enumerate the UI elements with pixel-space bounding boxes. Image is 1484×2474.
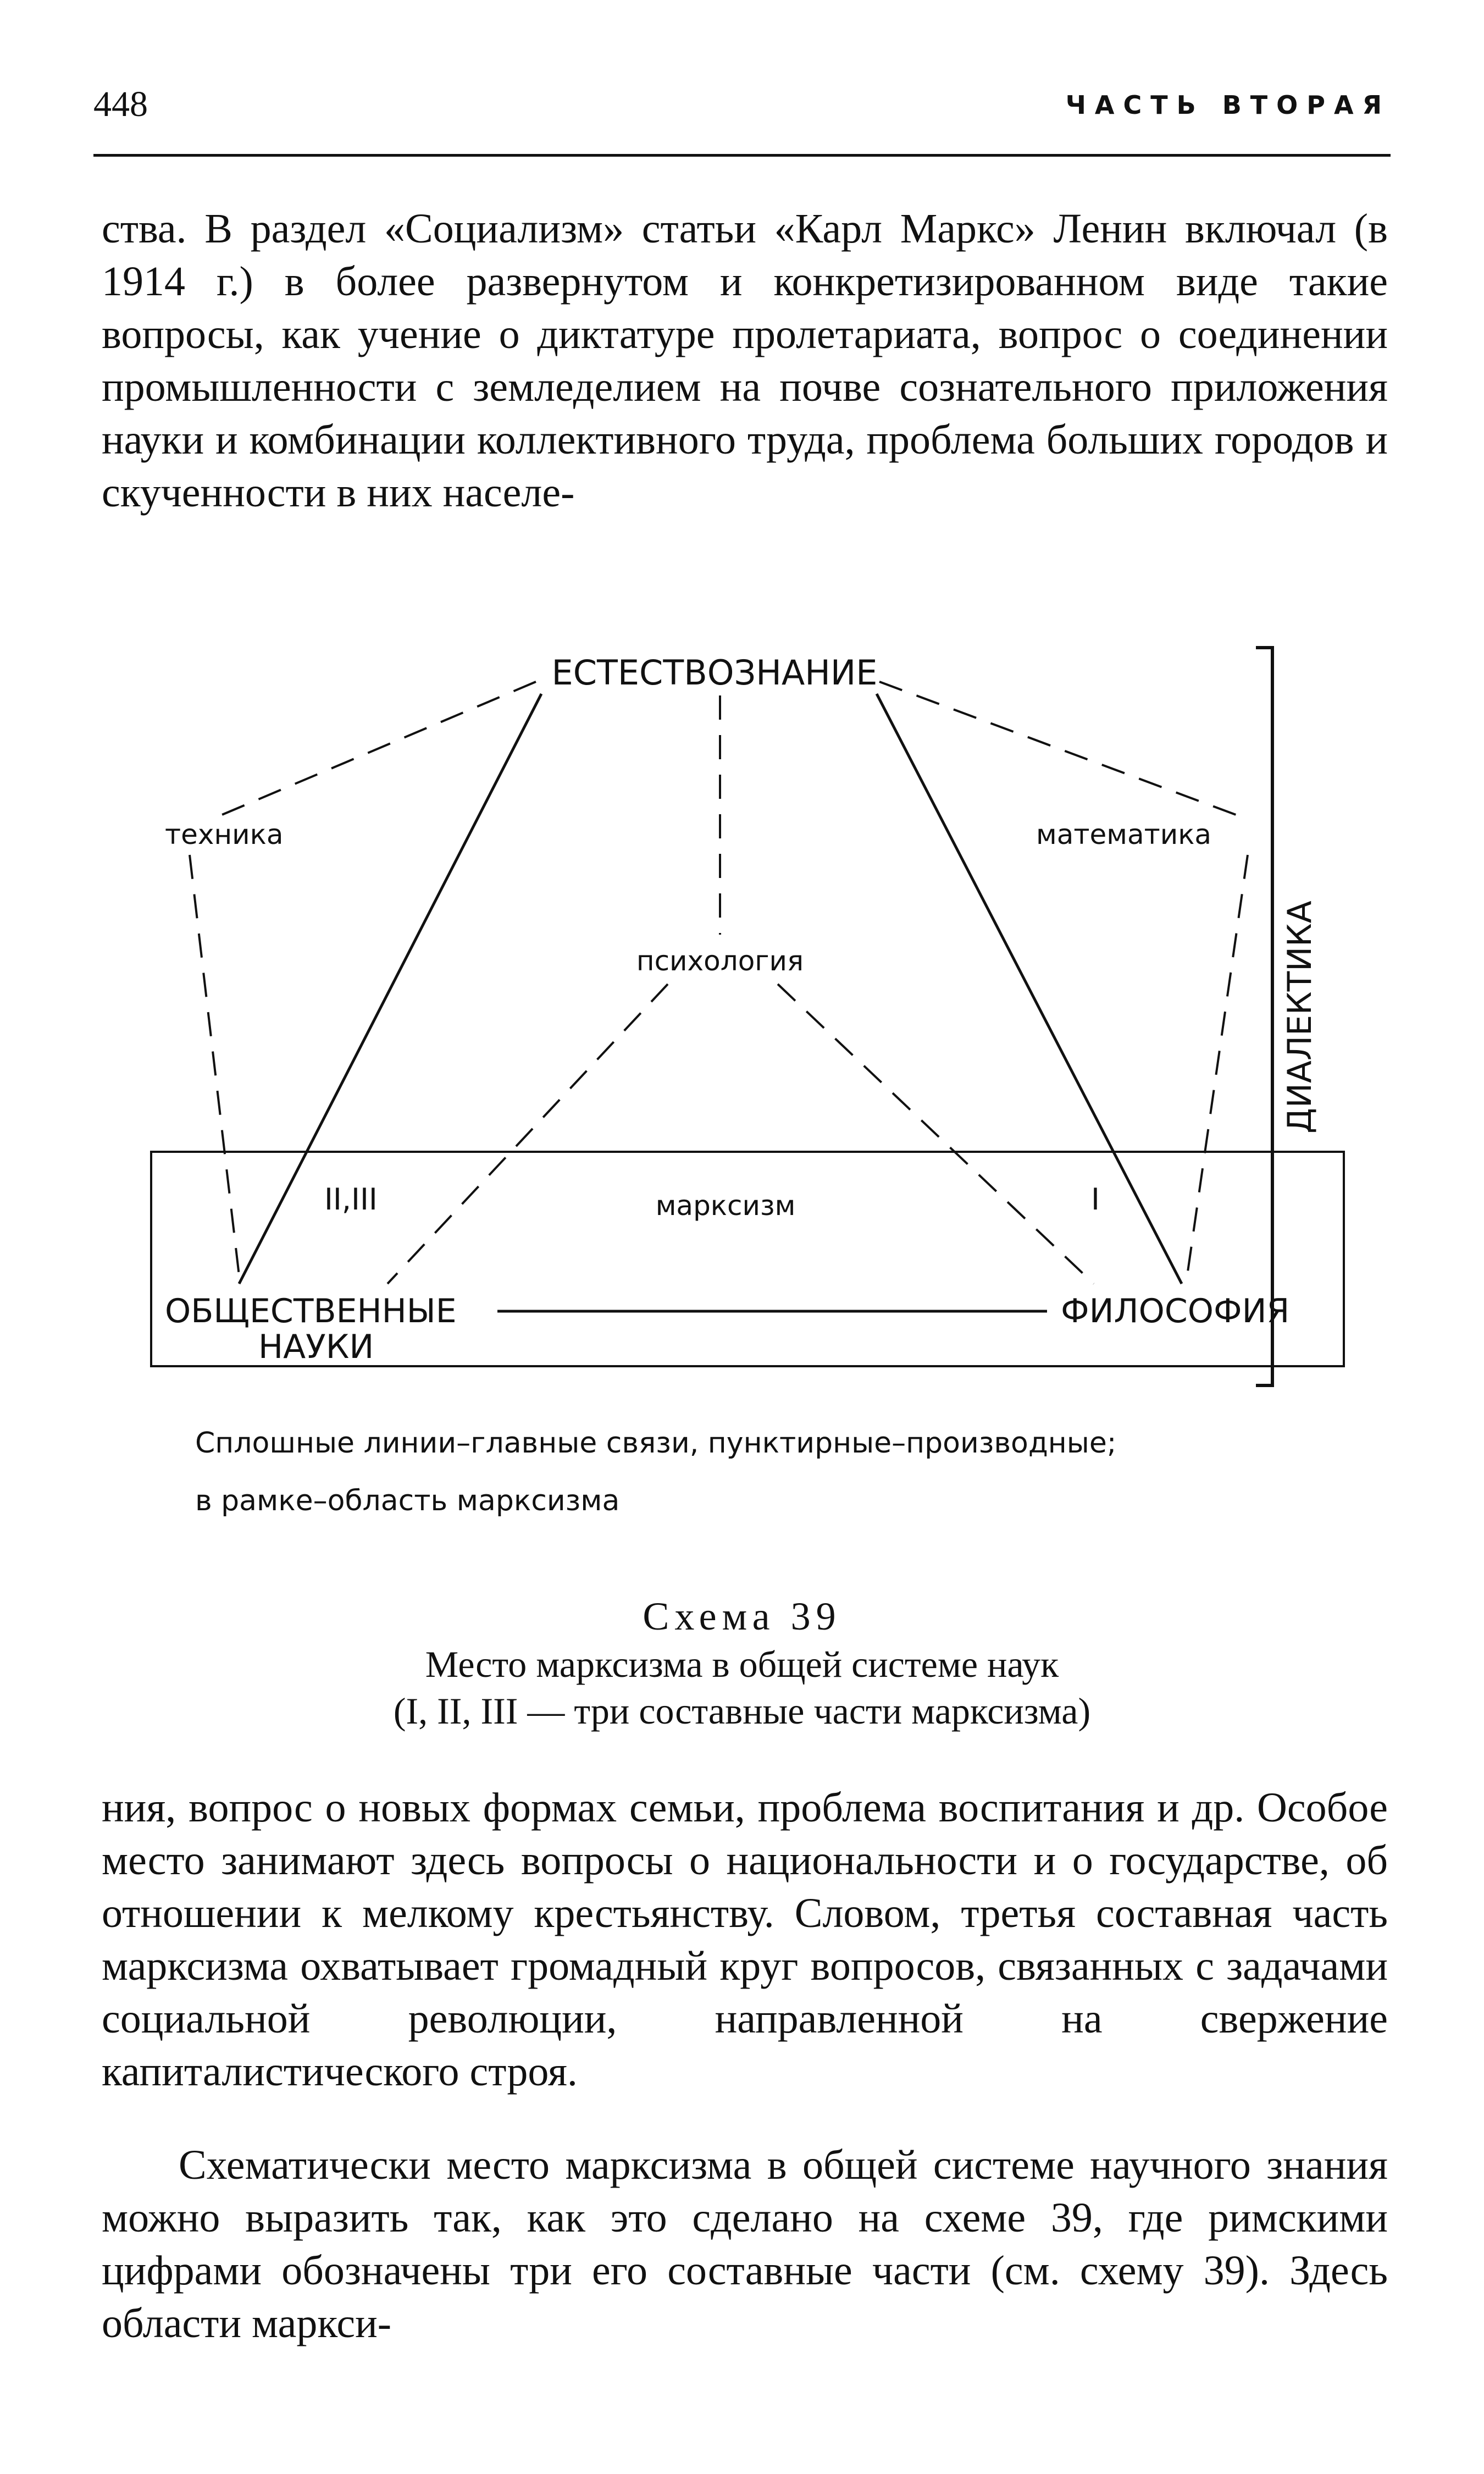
label-natural-science: ЕСТЕСТВОЗНАНИЕ <box>551 653 878 693</box>
label-marxism: марксизм <box>655 1190 796 1222</box>
dashed-link-psychology-social-sciences <box>387 984 668 1284</box>
page-header <box>93 82 1391 143</box>
diagram-note-line-1: Сплошные линии–главные связи, пунктирные–производные; <box>195 1427 1117 1460</box>
dashed-link-technics-social-sciences <box>190 855 239 1275</box>
schema-caption-line-1: Место марксизма в общей системе наук <box>425 1643 1059 1685</box>
schema-caption-line-2: (I, II, III — три составные части марксизма) <box>393 1690 1091 1732</box>
label-part-1: I <box>1091 1182 1100 1217</box>
paragraph-2: ния, вопрос о новых формах семьи, проблема воспитания и др. Особое место занимают здесь вопросы о национальности и о государстве, об отношении к мелкому крестьянству. Словом, третья составная часть марксизма охватывает громадный круг вопросов, связанных с задачами социальной революции, направленной на свержение капиталистического строя. <box>102 1785 1388 2095</box>
solid-link-natural-science-social-sciences <box>239 694 541 1284</box>
diagram-note-line-2: в рамке–область марксизма <box>195 1484 620 1517</box>
dashed-link-psychology-philosophy <box>778 984 1094 1284</box>
paragraph-1: ства. В раздел «Социализм» статьи «Карл Маркс» Ленин включал (в 1914 г.) в более развернутом и конкретизированном виде такие вопросы, как учение о диктатуре пролетариата, вопрос о соединении промышленности с земледелием на почве сознательного приложения науки и комбинации коллективного труда, проблема больших городов и скученности в них населе- <box>102 206 1388 516</box>
schema-title: Схема 39 <box>643 1594 841 1638</box>
page-number: 448 <box>93 84 148 124</box>
solid-link-natural-science-philosophy <box>877 694 1182 1284</box>
header-rule <box>93 154 1391 157</box>
dashed-link-natural-science-mathematics <box>879 682 1248 819</box>
running-head: ЧАСТЬ ВТОРАЯ <box>1065 90 1391 120</box>
schema-39-diagram <box>0 605 1484 1407</box>
label-technics: техника <box>165 819 284 851</box>
label-philosophy: ФИЛОСОФИЯ <box>1061 1292 1290 1330</box>
paragraph-3: Схематически место марксизма в общей системе научного знания можно выразить так, как это сделано на схеме 39, где римскими цифрами обозначены три его составные части (см. схему 39). Здесь области маркси- <box>102 2142 1388 2346</box>
label-psychology: психология <box>636 945 804 977</box>
label-mathematics: математика <box>1036 819 1212 851</box>
dialectics-bracket <box>1256 648 1272 1385</box>
label-social-sciences: ОБЩЕСТВЕННЫЕ <box>165 1292 457 1330</box>
label-social-sciences-2: НАУКИ <box>258 1328 374 1366</box>
label-dialectics: ДИАЛЕКТИКА <box>1281 901 1319 1134</box>
dashed-link-mathematics-philosophy <box>1187 855 1248 1275</box>
label-parts-2-3: II,III <box>324 1182 378 1217</box>
